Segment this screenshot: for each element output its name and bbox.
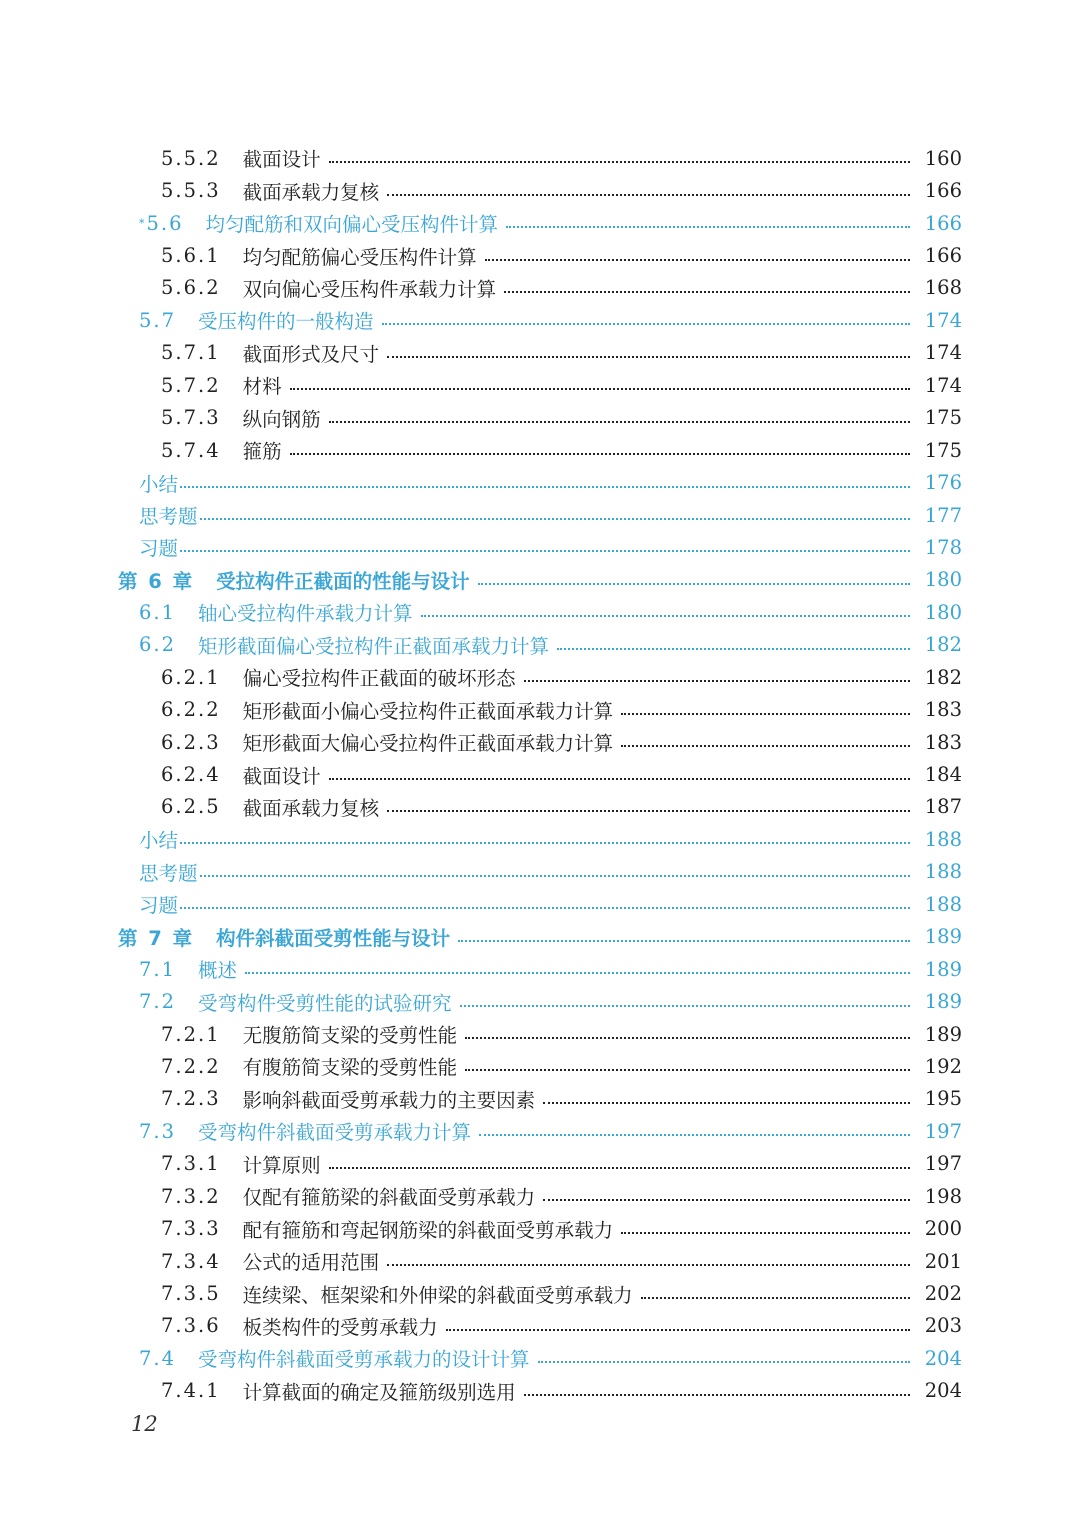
toc-entry-page: 200 [924,1217,962,1241]
toc-section-entry[interactable] [0,207,1080,239]
toc-subsection-entry[interactable] [0,1245,1080,1277]
toc-entry-page: 166 [924,244,962,268]
toc-entry-title: 习题 [139,894,179,918]
toc-entry-page: 160 [924,146,962,170]
toc-entry-heading [139,858,198,886]
toc-entry-heading [161,761,321,789]
dot-leader [180,466,910,488]
toc-entry-title: 均匀配筋偏心受压构件计算 [242,245,477,269]
toc-entry-title: 截面设计 [242,148,321,172]
toc-entry-title: 计算截面的确定及箍筋级别选用 [242,1380,516,1404]
toc-entry-page: 184 [924,763,962,787]
toc-entry-title: 无腹筋简支梁的受剪性能 [242,1024,458,1048]
toc-entry-title: 小结 [139,829,179,853]
toc-entry-page: 187 [924,795,962,819]
toc-chapter-entry[interactable] [0,564,1080,596]
toc-subsection-entry[interactable] [0,791,1080,823]
toc-entry-page: 175 [924,438,962,462]
toc-entry-number: 7.2.2 [161,1054,221,1078]
toc-entry-title: 思考题 [139,505,198,529]
toc-subsection-entry[interactable] [0,434,1080,466]
toc-entry-heading [139,825,178,853]
toc-entry-number: 7.2 [139,990,177,1014]
toc-entry-number: 5.7.3 [161,406,221,430]
toc-entry-number: 5.7.1 [161,341,221,365]
toc-entry-heading [161,436,282,464]
dot-leader [329,401,910,423]
toc-entry-page: 203 [924,1314,962,1338]
toc-entry-page: 176 [924,471,962,495]
toc-entry-page: 188 [924,860,962,884]
toc-entry-heading [118,566,470,594]
toc-entry-heading [161,1052,457,1080]
dot-leader [641,1277,910,1299]
dot-leader [329,758,910,780]
toc-subsection-entry[interactable] [0,1083,1080,1115]
toc-entry-number: 6.2.1 [161,665,221,689]
toc-entry-number: 5.6.2 [161,276,221,300]
toc-entry-title: 受弯构件受剪性能的试验研究 [198,991,452,1015]
toc-entry-page: 192 [924,1054,962,1078]
dot-leader [479,1114,910,1136]
toc-subsection-entry[interactable] [0,726,1080,758]
toc-entry-heading [161,1182,535,1210]
dot-leader [421,595,910,617]
toc-entry-number: 第 7 章 [118,926,195,950]
toc-entry-page: 201 [924,1249,962,1273]
toc-section-entry[interactable] [0,629,1080,661]
toc-entry-title: 截面形式及尺寸 [242,342,380,366]
dot-leader [524,1374,910,1396]
toc-entry-number: 7.3 [139,1119,177,1143]
toc-entry-title: 截面承载力复核 [242,180,380,204]
toc-entry-heading [161,242,477,270]
toc-entry-number: 7.3.4 [161,1249,221,1273]
dot-leader [290,433,910,455]
toc-entry-heading [161,1280,633,1308]
toc-entry-heading [139,988,452,1016]
toc-entry-title: 构件斜截面受剪性能与设计 [216,926,451,950]
toc-subsection-entry[interactable] [0,1018,1080,1050]
toc-section-entry[interactable] [0,1115,1080,1147]
toc-entry-heading [139,631,549,659]
toc-entry-title: 矩形截面大偏心受拉构件正截面承载力计算 [242,732,614,756]
toc-entry-title: 公式的适用范围 [242,1251,380,1275]
toc-entry-page: 180 [924,600,962,624]
toc-subsection-entry[interactable] [0,1375,1080,1407]
toc-entry-heading [161,1377,516,1405]
toc-entry-page: 182 [924,633,962,657]
toc-entry-number: 7.3.6 [161,1314,221,1338]
dot-leader [478,563,910,585]
toc-entry-title: 计算原则 [242,1153,321,1177]
dot-leader [543,1179,910,1201]
toc-entry-title: 仅配有箍筋梁的斜截面受剪承载力 [242,1186,536,1210]
toc-subsection-entry[interactable] [0,661,1080,693]
toc-entry-heading [161,1085,535,1113]
toc-entry-number: 7.2.1 [161,1022,221,1046]
toc-entry-title: 受压构件的一般构造 [198,310,374,334]
toc-subsection-entry[interactable] [0,337,1080,369]
toc-entry-heading [161,663,516,691]
dot-leader [460,985,910,1007]
toc-entry-number: 7.1 [139,957,177,981]
toc-entry-page: 183 [924,730,962,754]
toc-entry-number: 5.5.2 [161,146,221,170]
toc-entry-page: 195 [924,1087,962,1111]
toc-entry-number: 6.2.3 [161,730,221,754]
dot-leader [180,887,910,909]
toc-entry-page: 183 [924,698,962,722]
toc-entry-page: 198 [924,1184,962,1208]
dot-leader [621,693,910,715]
toc-section-entry[interactable] [0,985,1080,1017]
toc-entry-number: 6.2.5 [161,795,221,819]
dot-leader [458,920,910,942]
toc-entry-number: 6.2 [139,633,177,657]
page-number: 12 [131,1412,158,1436]
dot-leader [329,1147,910,1169]
toc-entry-page: 175 [924,406,962,430]
toc-entry-title: 矩形截面小偏心受拉构件正截面承载力计算 [242,699,614,723]
toc-entry-number: 7.3.2 [161,1184,221,1208]
toc-entry-page: 166 [924,179,962,203]
toc-entry-page: 166 [924,211,962,235]
toc-chapter-entry[interactable] [0,921,1080,953]
dot-leader [557,628,910,650]
toc-entry-heading [139,890,178,918]
toc-entry-title: 均匀配筋和双向偏心受压构件计算 [205,213,499,237]
toc-entry-title: 截面承载力复核 [242,796,380,820]
toc-entry-heading [139,955,237,983]
toc-subsection-entry[interactable] [0,1310,1080,1342]
toc-entry-heading [161,1312,438,1340]
toc-subsection-entry[interactable] [0,174,1080,206]
toc-entry-heading [139,598,413,626]
dot-leader [543,1082,910,1104]
toc-section-entry[interactable] [0,953,1080,985]
toc-entry-heading [161,371,282,399]
toc-entry-page: 197 [924,1152,962,1176]
toc-entry-title: 受弯构件斜截面受剪承载力计算 [198,1121,472,1145]
toc-entry-number: 6.2.2 [161,698,221,722]
toc-entry-heading [161,728,613,756]
dot-leader [329,141,910,163]
toc-entry-heading [161,177,379,205]
dot-leader [245,952,910,974]
toc-entry-page: 174 [924,373,962,397]
toc-subsection-entry[interactable] [0,369,1080,401]
dot-leader [382,303,910,325]
toc-entry-page: 188 [924,827,962,851]
toc-entry-heading [161,339,379,367]
toc-entry-page: 189 [924,957,962,981]
toc-entry-title: 连续梁、框架梁和外伸梁的斜截面受剪承载力 [242,1283,633,1307]
toc-entry-page: 202 [924,1282,962,1306]
dot-leader [465,1049,910,1071]
dot-leader [538,1341,910,1363]
toc-entry-title: 材料 [242,375,282,399]
toc-misc-entry[interactable] [0,531,1080,563]
toc-subsection-entry[interactable] [0,1212,1080,1244]
toc-subsection-entry[interactable] [0,1148,1080,1180]
toc-entry-heading [139,306,374,334]
toc-entry-title: 截面设计 [242,764,321,788]
toc-entry-page: 177 [924,503,962,527]
toc-entry-heading [139,1117,471,1145]
dot-leader [506,206,910,228]
dot-leader [621,725,910,747]
toc-entry-heading [161,1020,457,1048]
toc-entry-heading [161,696,613,724]
toc-entry-heading [139,209,498,237]
toc-entry-number: 7.3.3 [161,1217,221,1241]
dot-leader [446,1309,910,1331]
toc-entry-heading [139,1344,530,1372]
dot-leader [180,822,910,844]
toc-entry-title: 思考题 [139,861,198,885]
toc-entry-page: 178 [924,535,962,559]
toc-entry-heading [161,144,321,172]
toc-entry-number: 5.7 [139,308,177,332]
toc-entry-title: 板类构件的受剪承载力 [242,1315,438,1339]
toc-entry-heading [161,404,321,432]
optional-marker: * [139,216,145,230]
toc-entry-page: 168 [924,276,962,300]
toc-entry-number: 7.3.1 [161,1152,221,1176]
toc-misc-entry[interactable] [0,499,1080,531]
toc-entry-page: 174 [924,308,962,332]
toc-entry-title: 箍筋 [242,440,282,464]
toc-misc-entry[interactable] [0,888,1080,920]
toc-entry-page: 204 [924,1346,962,1370]
toc-entry-heading [161,793,379,821]
toc-entry-number: 7.3.5 [161,1282,221,1306]
dot-leader [621,1212,910,1234]
toc-subsection-entry[interactable] [0,758,1080,790]
toc-entry-title: 小结 [139,472,179,496]
toc-entry-title: 有腹筋简支梁的受剪性能 [242,1056,458,1080]
toc-entry-title: 习题 [139,537,179,561]
toc-entry-number: 7.2.3 [161,1087,221,1111]
dot-leader [387,790,910,812]
toc-entry-title: 受拉构件正截面的性能与设计 [216,569,470,593]
toc-entry-title: 双向偏心受压构件承载力计算 [242,277,497,301]
toc-entry-number: 5.5.3 [161,179,221,203]
dot-leader [485,239,910,261]
toc-entry-title: 配有箍筋和弯起钢筋梁的斜截面受剪承载力 [242,1218,614,1242]
toc-entry-heading [139,501,198,529]
toc-entry-page: 204 [924,1379,962,1403]
toc-entry-number: 5.6.1 [161,244,221,268]
toc-entry-number: 5.6 [146,211,184,235]
toc-entry-page: 189 [924,990,962,1014]
toc-section-entry[interactable] [0,596,1080,628]
toc-entry-page: 180 [924,568,962,592]
dot-leader [524,660,910,682]
dot-leader [200,855,910,877]
toc-entry-number: 5.7.2 [161,373,221,397]
toc-entry-title: 偏心受拉构件正截面的破坏形态 [242,667,516,691]
toc-subsection-entry[interactable] [0,272,1080,304]
toc-entry-title: 轴心受拉构件承载力计算 [198,602,413,626]
toc-entry-title: 纵向钢筋 [242,407,321,431]
dot-leader [200,498,910,520]
toc-misc-entry[interactable] [0,823,1080,855]
dot-leader [180,530,910,552]
toc-entry-heading [161,1215,613,1243]
toc-entry-page: 189 [924,925,962,949]
toc-subsection-entry[interactable] [0,1050,1080,1082]
toc-entry-heading [161,1247,379,1275]
toc-subsection-entry[interactable] [0,1277,1080,1309]
toc-entry-heading [161,274,496,302]
toc-misc-entry[interactable] [0,466,1080,498]
dot-leader [290,368,910,390]
toc-entry-number: 7.4 [139,1346,177,1370]
toc-subsection-entry[interactable] [0,693,1080,725]
toc-entry-number: 7.4.1 [161,1379,221,1403]
dot-leader [504,271,910,293]
dot-leader [387,174,910,196]
toc-entry-title: 矩形截面偏心受拉构件正截面承载力计算 [198,634,550,658]
toc-entry-title: 概述 [198,959,238,983]
toc-entry-heading [139,469,178,497]
dot-leader [465,1017,910,1039]
table-of-contents [0,142,1080,1407]
toc-entry-page: 188 [924,892,962,916]
toc-entry-number: 6.1 [139,600,177,624]
toc-subsection-entry[interactable] [0,402,1080,434]
toc-section-entry[interactable] [0,304,1080,336]
toc-entry-page: 182 [924,665,962,689]
toc-section-entry[interactable] [0,1342,1080,1374]
dot-leader [387,336,910,358]
toc-entry-page: 174 [924,341,962,365]
toc-entry-heading [139,533,178,561]
toc-subsection-entry[interactable] [0,1180,1080,1212]
toc-misc-entry[interactable] [0,856,1080,888]
toc-entry-title: 受弯构件斜截面受剪承载力的设计计算 [198,1348,530,1372]
toc-entry-number: 6.2.4 [161,763,221,787]
dot-leader [387,1244,910,1266]
toc-entry-page: 197 [924,1119,962,1143]
toc-entry-number: 5.7.4 [161,438,221,462]
toc-subsection-entry[interactable] [0,142,1080,174]
toc-subsection-entry[interactable] [0,239,1080,271]
toc-entry-number: 第 6 章 [118,569,195,593]
toc-entry-heading [161,1150,321,1178]
toc-entry-heading [118,923,450,951]
toc-entry-page: 189 [924,1022,962,1046]
toc-entry-title: 影响斜截面受剪承载力的主要因素 [242,1088,536,1112]
